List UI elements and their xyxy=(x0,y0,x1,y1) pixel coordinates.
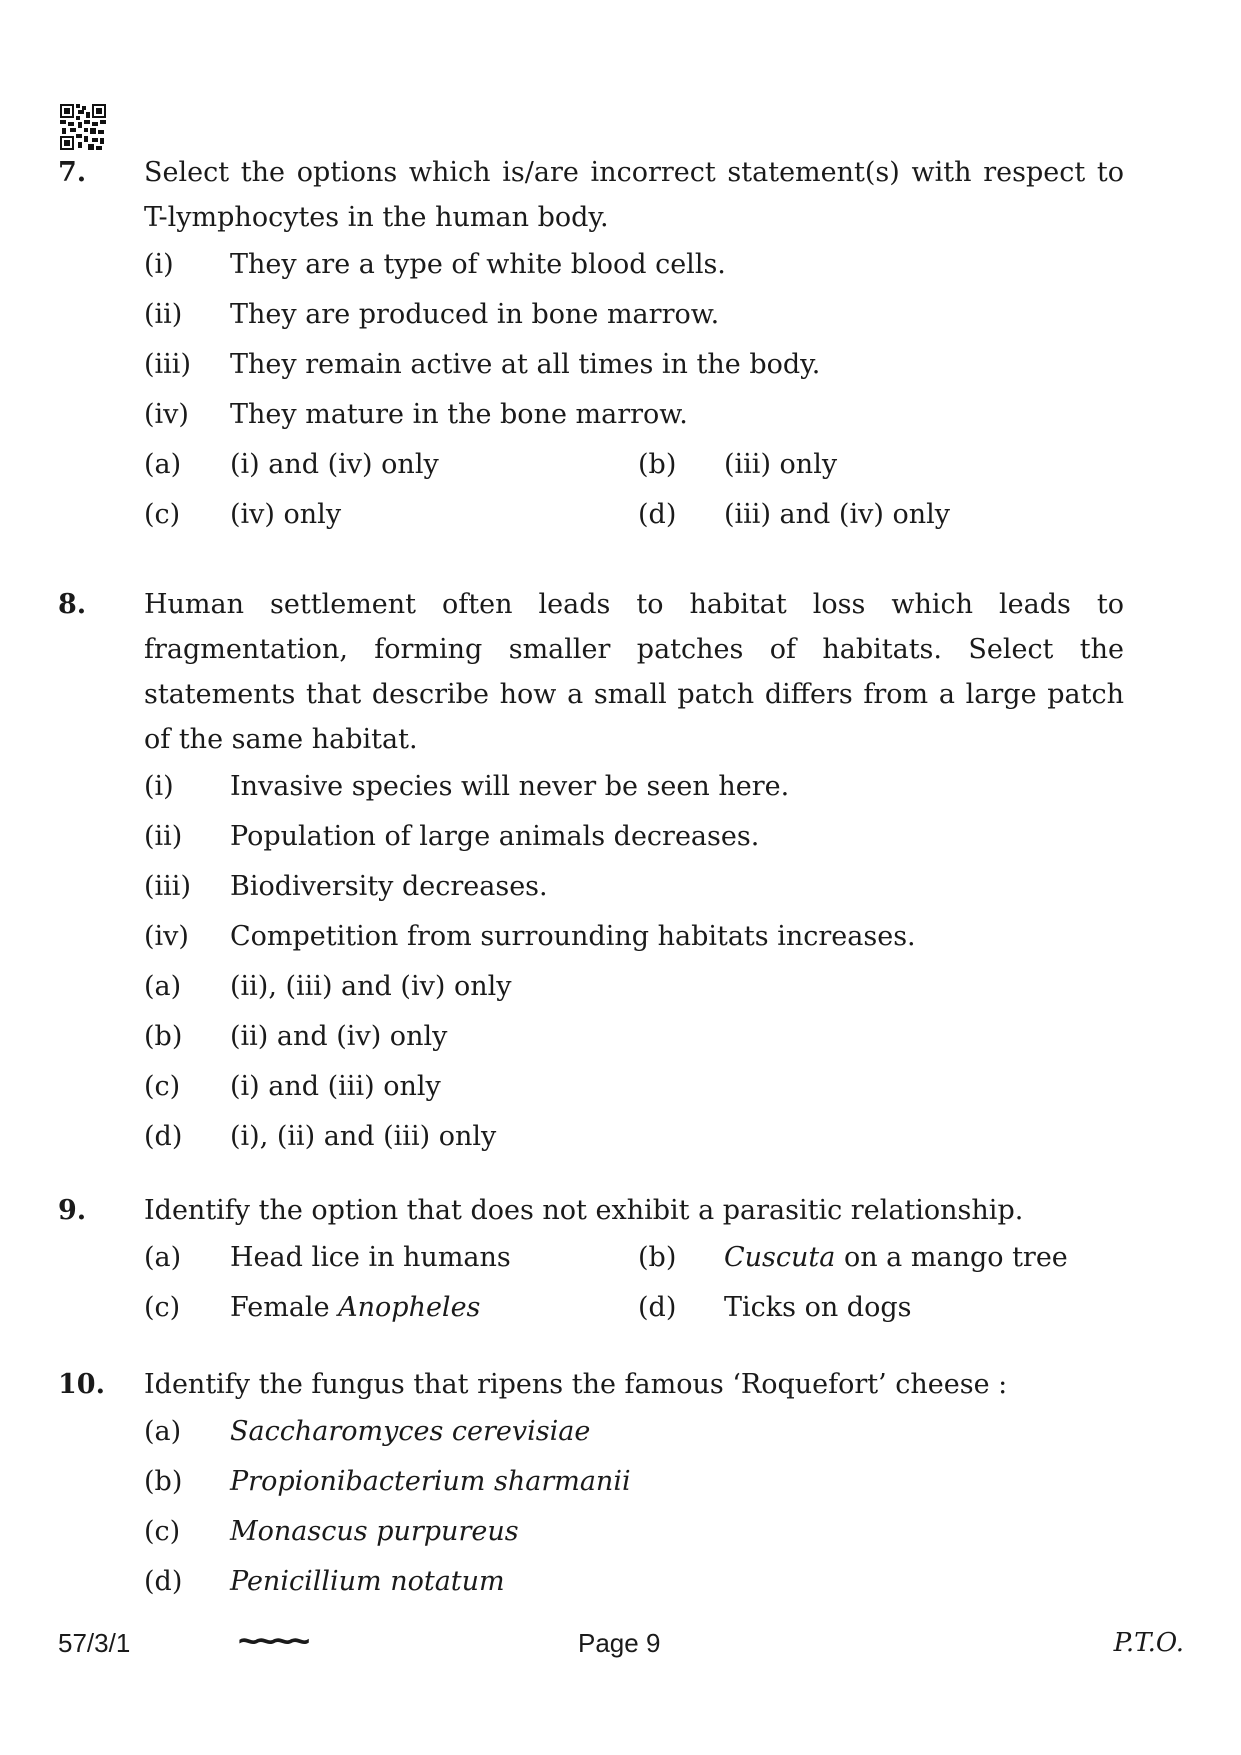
option-row: (c) Female Anopheles (d) Ticks on dogs xyxy=(144,1292,912,1323)
question-number: 8. xyxy=(58,589,87,620)
species-name: Cuscuta xyxy=(724,1242,836,1273)
question-number: 7. xyxy=(58,157,87,188)
wave-ornament-icon: ~~~~ xyxy=(238,1620,307,1661)
option-text: (iv) only xyxy=(230,499,342,530)
qr-code-icon xyxy=(60,104,106,150)
option-label: (d) xyxy=(638,499,677,530)
option-row: (c) (i) and (iii) only xyxy=(144,1071,441,1102)
statement: (iv) They mature in the bone marrow. xyxy=(144,399,688,430)
option-row xyxy=(58,442,1124,492)
statement: (i) They are a type of white blood cells. xyxy=(144,249,726,280)
question-text: Human settlement often leads to habitat loss which leads to fragmentation, forming smaller patches of habitats. Select the statements that describe how a small patch differs from a large patch of the same habitat. xyxy=(144,589,1124,755)
option-row: (d) (i), (ii) and (iii) only xyxy=(144,1121,497,1152)
statement: (ii) They are produced in bone marrow. xyxy=(144,299,720,330)
statement: (iv) Competition from surrounding habitats increases. xyxy=(144,921,916,952)
option-row: (a) Head lice in humans (b) Cuscuta on a mango tree xyxy=(144,1242,1068,1273)
question-number: 9. xyxy=(58,1195,87,1226)
species-name: Anopheles xyxy=(338,1292,481,1323)
option-label: (b) xyxy=(638,449,677,480)
question-7 xyxy=(58,150,1124,542)
question-8 xyxy=(58,582,1124,1164)
option-row xyxy=(58,492,1124,542)
option-row: (a) (ii), (iii) and (iv) only xyxy=(144,971,512,1002)
option-row: (d) Penicillium notatum xyxy=(144,1566,505,1597)
question-text: Select the options which is/are incorrect statement(s) with respect to T-lymphocytes in the human body. xyxy=(144,157,1124,233)
question-10 xyxy=(58,1362,1124,1609)
statement: (iii) They remain active at all times in the body. xyxy=(144,349,821,380)
statement: (iii) Biodiversity decreases. xyxy=(144,871,548,902)
option-row: (c) Monascus purpureus xyxy=(144,1516,519,1547)
option-label: (c) xyxy=(144,499,181,530)
option-label: (a) xyxy=(144,449,182,480)
pto-label: P.T.O. xyxy=(1113,1628,1184,1658)
statement: (i) Invasive species will never be seen here. xyxy=(144,771,790,802)
question-text: Identify the fungus that ripens the famous ‘Roquefort’ cheese : xyxy=(144,1369,1008,1400)
question-text: Identify the option that does not exhibit a parasitic relationship. xyxy=(144,1195,1024,1226)
paper-code: 57/3/1 xyxy=(58,1628,131,1658)
option-text: (iii) only xyxy=(724,449,838,480)
question-number: 10. xyxy=(58,1369,105,1400)
option-row: (a) Saccharomyces cerevisiae xyxy=(144,1416,591,1447)
option-row: (b) Propionibacterium sharmanii xyxy=(144,1466,631,1497)
statement: (ii) Population of large animals decreases. xyxy=(144,821,760,852)
page-footer xyxy=(58,1620,1184,1668)
option-text: (i) and (iv) only xyxy=(230,449,439,480)
option-text: (iii) and (iv) only xyxy=(724,499,950,530)
question-9 xyxy=(58,1188,1124,1335)
page-number: Page 9 xyxy=(578,1628,661,1658)
option-row: (b) (ii) and (iv) only xyxy=(144,1021,448,1052)
